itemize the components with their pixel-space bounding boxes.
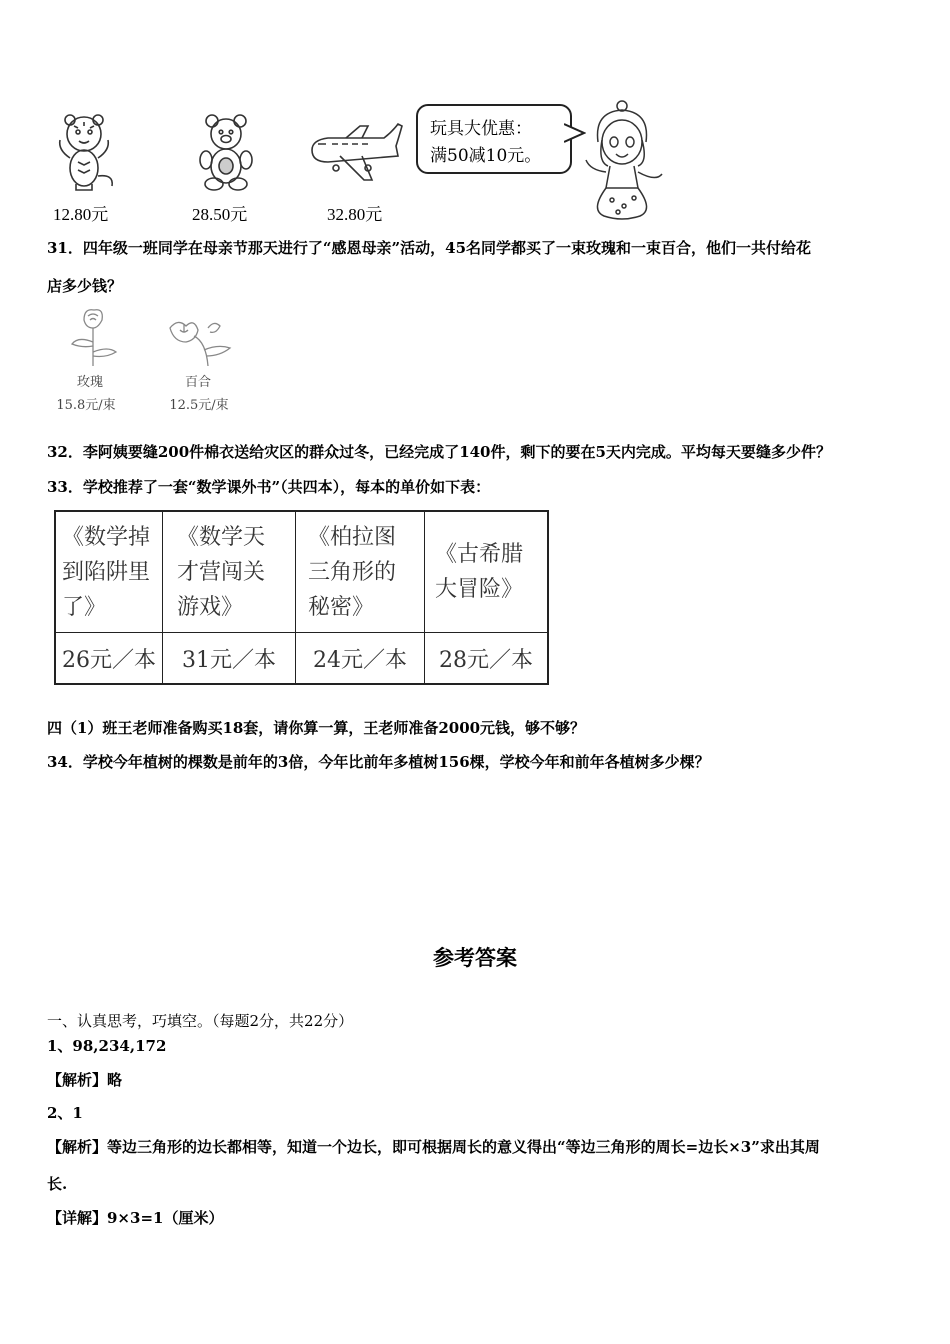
book-3-title-line2: 三角形的 — [308, 559, 397, 585]
lily-illustration — [164, 316, 234, 368]
lily-name: 百合 — [184, 375, 211, 390]
q31-line2: 店多少钱？ — [47, 277, 123, 295]
book-title-cell — [296, 511, 425, 633]
book-2-title-line3: 游戏》 — [177, 594, 244, 620]
book-1-price: 26元／本 — [55, 633, 163, 685]
tiger-icon — [48, 110, 120, 194]
book-1-title-line2: 到陷阱里 — [62, 559, 151, 585]
lily-icon — [164, 316, 234, 368]
tiger-price: 12.80元 — [53, 205, 109, 224]
answer-1-analysis: 【解析】略 — [47, 1071, 123, 1089]
book-title-cell — [55, 511, 163, 633]
book-4-title-line1: 《古希腊 — [435, 542, 524, 567]
airplane-icon — [306, 122, 406, 184]
book-2-title-line1: 《数学天 — [177, 524, 266, 550]
bubble-line-1: 玩具大优惠： — [430, 119, 532, 139]
book-4-title-line2: 大冒险》 — [435, 577, 524, 602]
rose-icon — [66, 306, 120, 368]
book-3-title-line3: 秘密》 — [308, 594, 375, 620]
plane-price: 32.80元 — [327, 205, 383, 224]
book-price-table — [54, 510, 549, 685]
book-2-price: 31元／本 — [163, 633, 296, 685]
q33-question: 四（1）班王老师准备购买18套，请你算一算，王老师准备2000元钱，够不够？ — [47, 719, 586, 737]
toy-tiger — [48, 110, 120, 194]
q32-text: 32．李阿姨要缝200件棉衣送给灾区的群众过冬，已经完成了140件，剩下的要在5天内完成。平均每天要缝多少件？ — [47, 443, 831, 461]
answer-2-detail: 【详解】9×3=1（厘米） — [47, 1209, 224, 1227]
bear-price: 28.50元 — [192, 205, 248, 224]
answer-2-analysis-line1: 【解析】等边三角形的边长都相等，知道一个边长，即可根据周长的意义得出“等边三角形的周长=边长×3”求出其周 — [47, 1138, 820, 1156]
toy-bear — [190, 112, 262, 192]
book-1-title-line3: 了》 — [62, 594, 107, 620]
answers-title: 参考答案 — [433, 946, 517, 970]
q34-text: 34．学校今年植树的棵数是前年的3倍，今年比前年多植树156棵，学校今年和前年各植树多少棵？ — [47, 753, 710, 771]
book-1-title-line1: 《数学掉 — [62, 524, 151, 550]
book-3-price: 24元／本 — [296, 633, 425, 685]
toy-plane — [306, 122, 406, 184]
table-row-titles — [55, 511, 548, 633]
speech-bubble — [416, 104, 572, 174]
teddy-bear-icon — [190, 112, 262, 192]
girl-illustration — [568, 100, 674, 222]
bubble-line-2: 满50减10元。 — [430, 146, 542, 166]
answer-2: 2、1 — [47, 1104, 83, 1122]
table-row-prices — [55, 633, 548, 685]
book-2-title-line2: 才营闯关 — [177, 559, 266, 585]
girl-icon — [568, 100, 674, 222]
rose-illustration — [66, 306, 120, 368]
rose-price: 15.8元/束 — [56, 398, 116, 413]
book-title-cell — [425, 511, 549, 633]
q31-line1: 31．四年级一班同学在母亲节那天进行了“感恩母亲”活动，45名同学都买了一束玫瑰和一束百合，他们一共付给花 — [47, 239, 812, 257]
rose-name: 玫瑰 — [76, 375, 103, 390]
answer-2-analysis-line2: 长. — [47, 1175, 68, 1193]
answers-section-heading: 一、认真思考，巧填空。（每题2分，共22分） — [47, 1012, 354, 1030]
book-title-cell — [163, 511, 296, 633]
answer-1: 1、98,234,172 — [47, 1037, 167, 1055]
q33-intro: 33．学校推荐了一套“数学课外书”（共四本），每本的单价如下表： — [47, 478, 491, 496]
lily-price: 12.5元/束 — [169, 398, 229, 413]
book-3-title-line1: 《柏拉图 — [308, 524, 397, 550]
book-4-price: 28元／本 — [425, 633, 549, 685]
